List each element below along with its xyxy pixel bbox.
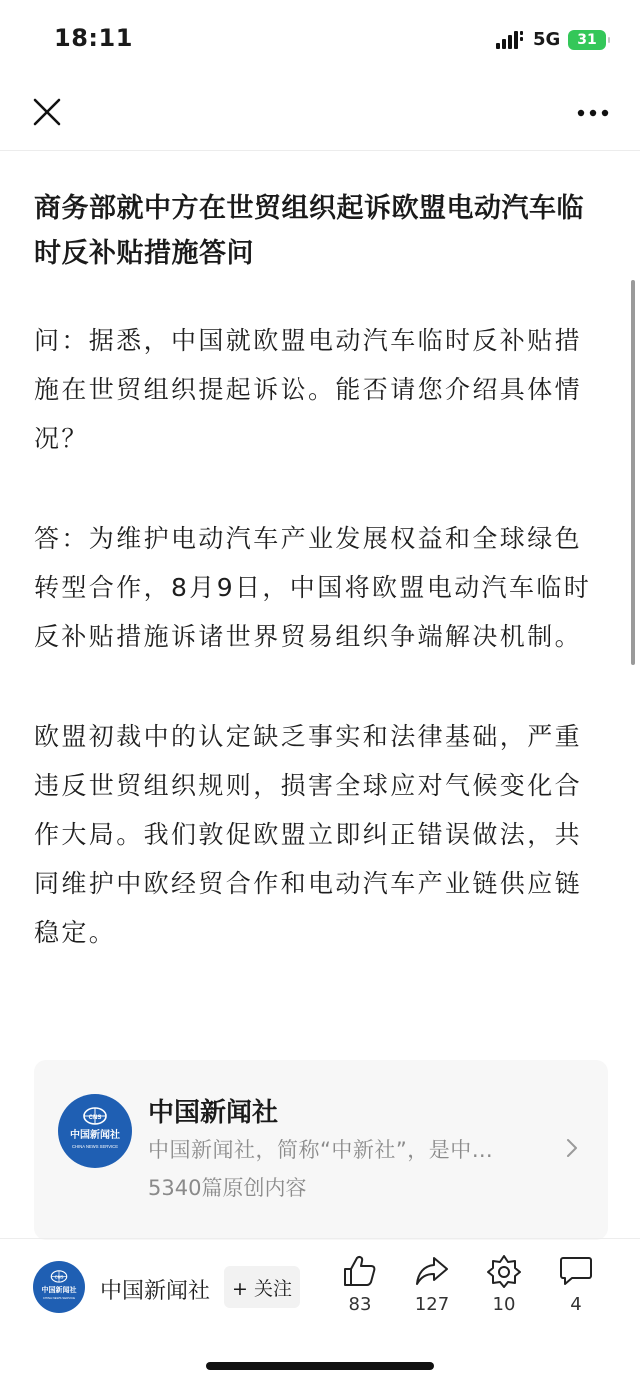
more-icon[interactable] — [576, 101, 610, 125]
author-name: 中国新闻社 — [148, 1098, 279, 1128]
author-article-count: 5340篇原创内容 — [148, 1176, 307, 1200]
author-logo — [58, 1094, 132, 1168]
home-indicator — [206, 1362, 434, 1370]
bottom-author-name[interactable]: 中国新闻社 — [100, 1279, 211, 1304]
article-paragraph: 欧盟初裁中的认定缺乏事实和法律基础，严重违反世贸组织规则，损害全球应对气候变化合作大局。我们敦促欧盟立即纠正错误做法，共同维护中欧经贸合作和电动汽车产业链供应链稳定。 — [34, 722, 583, 947]
network-label: 5G — [533, 29, 561, 50]
article-paragraph: 问：据悉，中国就欧盟电动汽车临时反补贴措施在世贸组织提起诉讼。能否请您介绍具体情况？ — [34, 326, 583, 453]
wow-button[interactable] — [474, 1254, 534, 1315]
close-icon[interactable] — [30, 95, 64, 129]
logo-text: 中国新闻社 — [70, 1130, 120, 1141]
share-count: 127 — [414, 1294, 450, 1315]
signal-icon — [496, 30, 524, 50]
author-card[interactable] — [34, 1060, 608, 1240]
thumbs-up-icon — [342, 1254, 378, 1288]
comment-count: 4 — [570, 1294, 582, 1315]
battery-level: 31 — [577, 32, 597, 48]
avatar-logo-text: 中国新闻社 — [41, 1284, 77, 1294]
avatar-logo-subtext: CHINA NEWS SERVICE — [42, 1295, 76, 1300]
article-paragraph: 答：为维护电动汽车产业发展权益和全球绿色转型合作，8月9日，中国将欧盟电动汽车临时反补贴措施诉诸世界贸易组织争端解决机制。 — [34, 524, 592, 651]
like-count: 83 — [348, 1294, 372, 1315]
comment-icon — [558, 1254, 594, 1288]
comment-button[interactable] — [546, 1254, 606, 1315]
chevron-right-icon — [564, 1136, 580, 1160]
wow-count: 10 — [492, 1294, 516, 1315]
article-body — [34, 186, 608, 1008]
scrollbar[interactable] — [631, 280, 635, 665]
nav-divider — [0, 150, 640, 151]
follow-button[interactable]: + 关注 — [224, 1266, 300, 1308]
author-description: 中国新闻社，简称“中新社”，是中… — [148, 1138, 494, 1162]
wow-icon — [486, 1254, 522, 1288]
avatar[interactable] — [33, 1261, 85, 1313]
logo-subtext: CHINA NEWS SERVICE — [72, 1144, 118, 1149]
article-title: 商务部就中方在世贸组织起诉欧盟电动汽车临时反补贴措施答问 — [34, 193, 584, 269]
share-icon — [414, 1254, 450, 1288]
like-button[interactable] — [330, 1254, 390, 1315]
share-button[interactable] — [402, 1254, 462, 1315]
bottom-bar-divider — [0, 1238, 640, 1239]
svg-text:CNS: CNS — [88, 1115, 102, 1121]
battery-indicator — [568, 30, 606, 50]
status-time: 18:11 — [54, 24, 133, 52]
svg-text:CNS: CNS — [54, 1274, 64, 1280]
